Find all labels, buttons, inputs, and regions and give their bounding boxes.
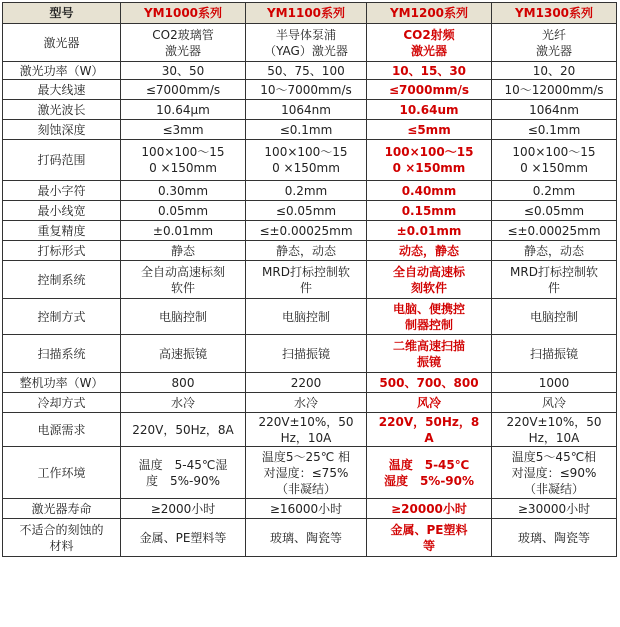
- header-row: [3, 3, 617, 24]
- table-cell: ±0.01mm: [367, 221, 492, 241]
- table-row: [3, 241, 617, 261]
- row-label: 最小字符: [3, 181, 121, 201]
- table-cell: 半导体泵浦 （YAG）激光器: [246, 24, 367, 62]
- table-cell: 0.05mm: [121, 201, 246, 221]
- row-label: 刻蚀深度: [3, 120, 121, 140]
- header-cell-model: 型号: [3, 3, 121, 24]
- table-cell: 0.2mm: [492, 181, 617, 201]
- table-cell: ≤0.05mm: [246, 201, 367, 221]
- table-cell: 10、20: [492, 62, 617, 80]
- row-label: 激光波长: [3, 100, 121, 120]
- table-cell: 全自动高速标刻 软件: [121, 261, 246, 299]
- table-cell: 220V±10%，50 Hz，10A: [246, 413, 367, 447]
- table-row: [3, 181, 617, 201]
- spec-table: [2, 2, 617, 557]
- table-cell: 动态，静态: [367, 241, 492, 261]
- table-cell: 10.64μm: [121, 100, 246, 120]
- table-cell: 扫描振镜: [492, 335, 617, 373]
- table-cell: 220V±10%，50 Hz，10A: [492, 413, 617, 447]
- row-label: 激光器寿命: [3, 499, 121, 519]
- table-cell: 电脑控制: [492, 299, 617, 335]
- table-cell: 温度 5-45℃湿 度 5%-90%: [121, 447, 246, 499]
- row-label: 冷却方式: [3, 393, 121, 413]
- table-cell: 水冷: [246, 393, 367, 413]
- table-cell: 10、15、30: [367, 62, 492, 80]
- table-cell: ≤±0.00025mm: [246, 221, 367, 241]
- table-cell: 玻璃、陶瓷等: [246, 519, 367, 557]
- table-row: [3, 373, 617, 393]
- table-cell: 220V，50Hz，8A: [121, 413, 246, 447]
- table-cell: 温度5～25℃ 相 对湿度：≤75% （非凝结）: [246, 447, 367, 499]
- table-row: [3, 62, 617, 80]
- table-row: [3, 299, 617, 335]
- header-cell-ym1000: YM1000系列: [121, 3, 246, 24]
- table-cell: 电脑、便携控 制器控制: [367, 299, 492, 335]
- table-cell: ≥20000小时: [367, 499, 492, 519]
- row-label: 控制方式: [3, 299, 121, 335]
- table-cell: 10～7000mm/s: [246, 80, 367, 100]
- table-cell: CO2射频 激光器: [367, 24, 492, 62]
- table-row: [3, 447, 617, 499]
- table-row: [3, 201, 617, 221]
- table-cell: 二维高速扫描 振镜: [367, 335, 492, 373]
- table-cell: 500、700、800: [367, 373, 492, 393]
- row-label: 整机功率（W）: [3, 373, 121, 393]
- table-cell: ≤5mm: [367, 120, 492, 140]
- table-cell: 水冷: [121, 393, 246, 413]
- table-cell: 玻璃、陶瓷等: [492, 519, 617, 557]
- table-cell: 1000: [492, 373, 617, 393]
- table-cell: ≤7000mm/s: [121, 80, 246, 100]
- table-cell: 0.30mm: [121, 181, 246, 201]
- row-label: 电源需求: [3, 413, 121, 447]
- table-cell: 2200: [246, 373, 367, 393]
- table-row: [3, 100, 617, 120]
- table-cell: 10.64um: [367, 100, 492, 120]
- row-label: 激光器: [3, 24, 121, 62]
- table-cell: 0.2mm: [246, 181, 367, 201]
- table-row: [3, 120, 617, 140]
- row-label: 激光功率（W）: [3, 62, 121, 80]
- table-cell: 1064nm: [246, 100, 367, 120]
- table-cell: 温度5～45℃相 对湿度：≤90% （非凝结）: [492, 447, 617, 499]
- table-cell: 静态: [121, 241, 246, 261]
- header-cell-ym1200: YM1200系列: [367, 3, 492, 24]
- table-cell: 金属、PE塑料 等: [367, 519, 492, 557]
- table-cell: 10～12000mm/s: [492, 80, 617, 100]
- table-row: [3, 24, 617, 62]
- row-label: 工作环境: [3, 447, 121, 499]
- table-cell: MRD打标控制软 件: [246, 261, 367, 299]
- row-label: 最大线速: [3, 80, 121, 100]
- table-cell: 1064nm: [492, 100, 617, 120]
- row-label: 控制系统: [3, 261, 121, 299]
- table-cell: 100×100～15 0 ×150mm: [121, 140, 246, 181]
- table-cell: 100×100～15 0 ×150mm: [367, 140, 492, 181]
- table-row: [3, 261, 617, 299]
- table-cell: 温度 5-45℃ 湿度 5%-90%: [367, 447, 492, 499]
- table-row: [3, 393, 617, 413]
- table-cell: ≥2000小时: [121, 499, 246, 519]
- table-row: [3, 499, 617, 519]
- table-cell: 高速振镜: [121, 335, 246, 373]
- table-cell: 电脑控制: [121, 299, 246, 335]
- table-cell: ≤±0.00025mm: [492, 221, 617, 241]
- row-label: 打码范围: [3, 140, 121, 181]
- table-cell: ±0.01mm: [121, 221, 246, 241]
- table-cell: ≤7000mm/s: [367, 80, 492, 100]
- table-cell: 金属、PE塑料等: [121, 519, 246, 557]
- table-cell: 静态，动态: [246, 241, 367, 261]
- table-cell: 全自动高速标 刻软件: [367, 261, 492, 299]
- table-cell: 100×100～15 0 ×150mm: [492, 140, 617, 181]
- table-cell: ≥16000小时: [246, 499, 367, 519]
- table-cell: ≥30000小时: [492, 499, 617, 519]
- table-cell: 风冷: [492, 393, 617, 413]
- header-cell-ym1100: YM1100系列: [246, 3, 367, 24]
- table-cell: 0.15mm: [367, 201, 492, 221]
- table-cell: ≤3mm: [121, 120, 246, 140]
- table-cell: 100×100～15 0 ×150mm: [246, 140, 367, 181]
- table-cell: 220V，50Hz，8 A: [367, 413, 492, 447]
- table-cell: 800: [121, 373, 246, 393]
- table-cell: 50、75、100: [246, 62, 367, 80]
- table-row: [3, 413, 617, 447]
- table-cell: MRD打标控制软 件: [492, 261, 617, 299]
- table-cell: 0.40mm: [367, 181, 492, 201]
- table-row: [3, 221, 617, 241]
- table-cell: ≤0.1mm: [492, 120, 617, 140]
- table-row: [3, 519, 617, 557]
- table-cell: CO2玻璃管 激光器: [121, 24, 246, 62]
- row-label: 扫描系统: [3, 335, 121, 373]
- table-row: [3, 80, 617, 100]
- table-cell: ≤0.1mm: [246, 120, 367, 140]
- row-label: 重复精度: [3, 221, 121, 241]
- table-cell: 光纤 激光器: [492, 24, 617, 62]
- table-cell: ≤0.05mm: [492, 201, 617, 221]
- table-cell: 扫描振镜: [246, 335, 367, 373]
- table-cell: 风冷: [367, 393, 492, 413]
- table-cell: 静态，动态: [492, 241, 617, 261]
- row-label: 打标形式: [3, 241, 121, 261]
- table-cell: 30、50: [121, 62, 246, 80]
- header-cell-ym1300: YM1300系列: [492, 3, 617, 24]
- table-row: [3, 140, 617, 181]
- table-row: [3, 335, 617, 373]
- row-label: 最小线宽: [3, 201, 121, 221]
- row-label: 不适合的刻蚀的 材料: [3, 519, 121, 557]
- table-cell: 电脑控制: [246, 299, 367, 335]
